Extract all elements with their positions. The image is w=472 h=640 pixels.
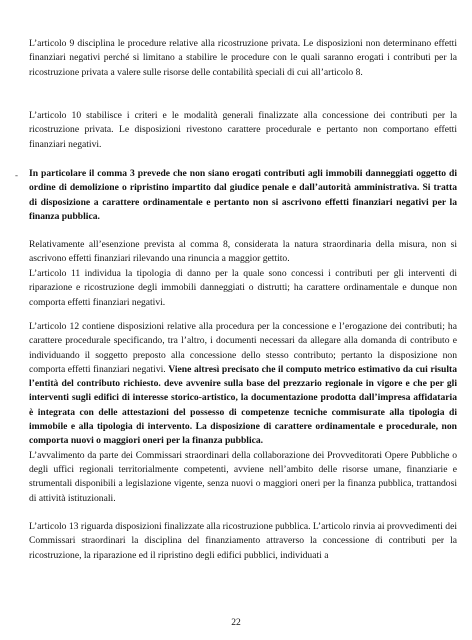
bold-text-comma-3: In particolare il comma 3 prevede che non siano erogati contributi agli immobili danneggiati oggetto di ordine di demolizione o ripristino impartito dal giudice penale e dall’autorità amministrativa. Si tratta di disposizione a carattere ordinamentale e pertanto non si ascrivono effetti finanziari negativi per la finanza pubblica. (29, 168, 457, 222)
paragraph-articolo-10: L’articolo 10 stabilisce i criteri e le modalità generali finalizzate alla concessione dei contributi per la ricostruzione privata. Le disposizioni rivestono carattere procedurale e pertanto non comportano effetti finanziari negativi. (29, 110, 457, 150)
articolo-12-avvalimento-text: L’avvalimento da parte dei Commissari straordinari della collaborazione dei Provveditorati Opere Pubbliche o degli uffici regionali territorialmente competenti, avviene nell’ambito delle risorse umane, finanziarie e strumentali disponibili a legislazione vigente, senza nuovi o maggiori oneri per la finanza pubblica, trattandosi di attività istituzionali. (29, 449, 457, 504)
articolo-12-intro-text: L’articolo 12 contiene disposizioni relative alla procedura per la concessione e l’erogazione dei contributi; ha carattere procedurale specificando, tra l’altro, i documenti necessari da allegare alla domanda di contributo e individuando il soggetto preposto alla concessione dello stesso contributo; pertanto la disposizione non comporta effetti finanziari negativi. (29, 321, 457, 375)
paragraph-articolo-12 (29, 320, 457, 506)
paragraph-articolo-11: L’articolo 11 individua la tipologia di danno per la quale sono concessi i contributi per gli interventi di riparazione e ricostruzione degli immobili danneggiati o distrutti; ha carattere ordinamentale e dunque non comporta effetti finanziari negativi. (29, 268, 457, 308)
paragraph-esenzione-comma-8: Relativamente all’esenzione prevista al comma 8, considerata la natura straordinaria della misura, non si ascrivono effetti finanziari rilevando una rinuncia a maggior gettito. (29, 239, 457, 265)
articolo-12-bold-text: Viene altresì precisato che il computo metrico estimativo da cui risulta l’entità del contributo richiesto. deve avvenire sulla base del prezzario regionale in vigore e che per gli interventi sugli edifici di interesse storico-artistico, la documentazione prodotta dall’impresa affidataria è integrata con delle attestazioni del possesso di competenze tecniche commisurate alla tipologia di immobile e alla tipologia di intervento. La disposizione di carattere ordinamentale e procedurale, non comporta nuovi o maggiori oneri per la finanza pubblica. (29, 363, 457, 447)
page-number: 22 (231, 617, 241, 628)
paragraph-articolo-13: L’articolo 13 riguarda disposizioni finalizzate alla ricostruzione pubblica. L’articolo rinvia ai provvedimenti dei Commissari straordinari la disciplina del finanziamento attraverso la concessione di contributi per la ricostruzione, la riparazione ed il ripristino degli edifici pubblici, individuati a (29, 521, 457, 561)
paragraph-articolo-9: L’articolo 9 disciplina le procedure relative alla ricostruzione privata. Le disposizioni non determinano effetti finanziari negativi perché si limitano a stabilire le procedure con le quali saranno erogati i contributi per la ricostruzione privata a valere sulle risorse delle contabilità speciali di cui all’articolo 8. (29, 38, 457, 78)
paragraph-comma-3 (29, 167, 457, 224)
margin-mark: - (15, 170, 18, 180)
